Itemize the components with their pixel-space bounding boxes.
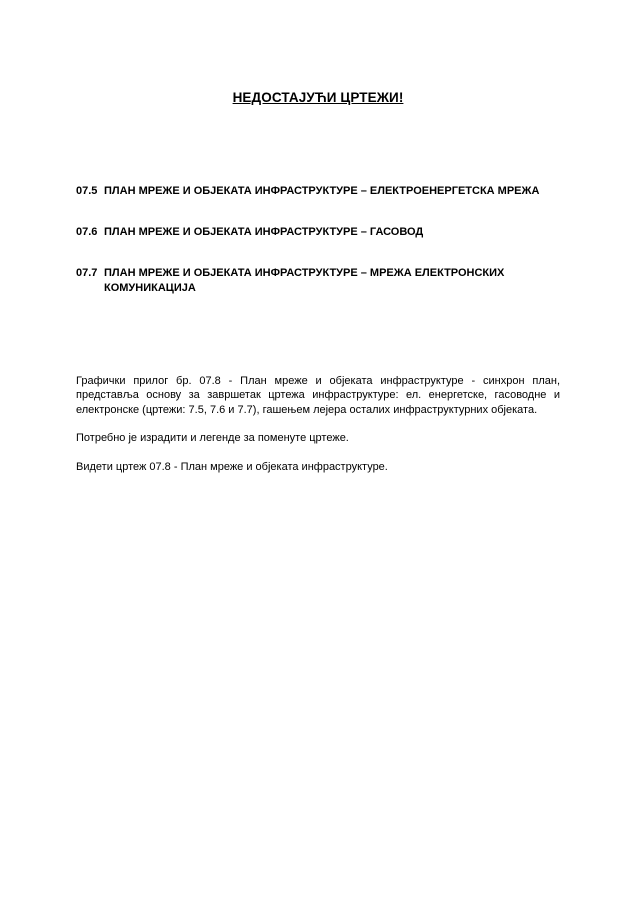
heading-number: 07.7 [76, 267, 98, 279]
paragraph-legends: Потребно је израдити и легенде за поменуте цртеже. [76, 432, 349, 445]
drawing-heading-07-6 [76, 225, 566, 240]
drawing-list [76, 184, 566, 296]
heading-number: 07.5 [76, 185, 98, 197]
heading-text: ПЛАН МРЕЖЕ И ОБЈЕКАТА ИНФРАСТРУКТУРЕ – ГАСОВОД [104, 226, 424, 238]
document-title: НЕДОСТАЈУЋИ ЦРТЕЖИ! [232, 90, 404, 105]
document-body [76, 374, 560, 488]
heading-text: ПЛАН МРЕЖЕ И ОБЈЕКАТА ИНФРАСТРУКТУРЕ – МРЕЖА ЕЛЕКТРОНСКИХ КОМУНИКАЦИЈА [104, 267, 505, 294]
heading-number: 07.6 [76, 226, 98, 238]
paragraph-see-drawing: Видети цртеж 07.8 - План мреже и објеката инфраструктуре. [76, 460, 388, 473]
paragraph-graphic-attachment: Графички прилог бр. 07.8 - План мреже и објеката инфраструктуре - синхрон план, представља основу за завршетак цртежа инфраструктуре: ел. енергетске, гасоводне и електронске (цртежи: 7.5, 7.6 и 7.7), гашењем лејера осталих инфраструктурних објеката. [76, 375, 560, 416]
heading-text: ПЛАН МРЕЖЕ И ОБЈЕКАТА ИНФРАСТРУКТУРЕ – ЕЛЕКТРОЕНЕРГЕТСКА МРЕЖА [104, 185, 540, 197]
drawing-heading-07-5 [76, 184, 566, 199]
drawing-heading-07-7 [76, 266, 566, 296]
